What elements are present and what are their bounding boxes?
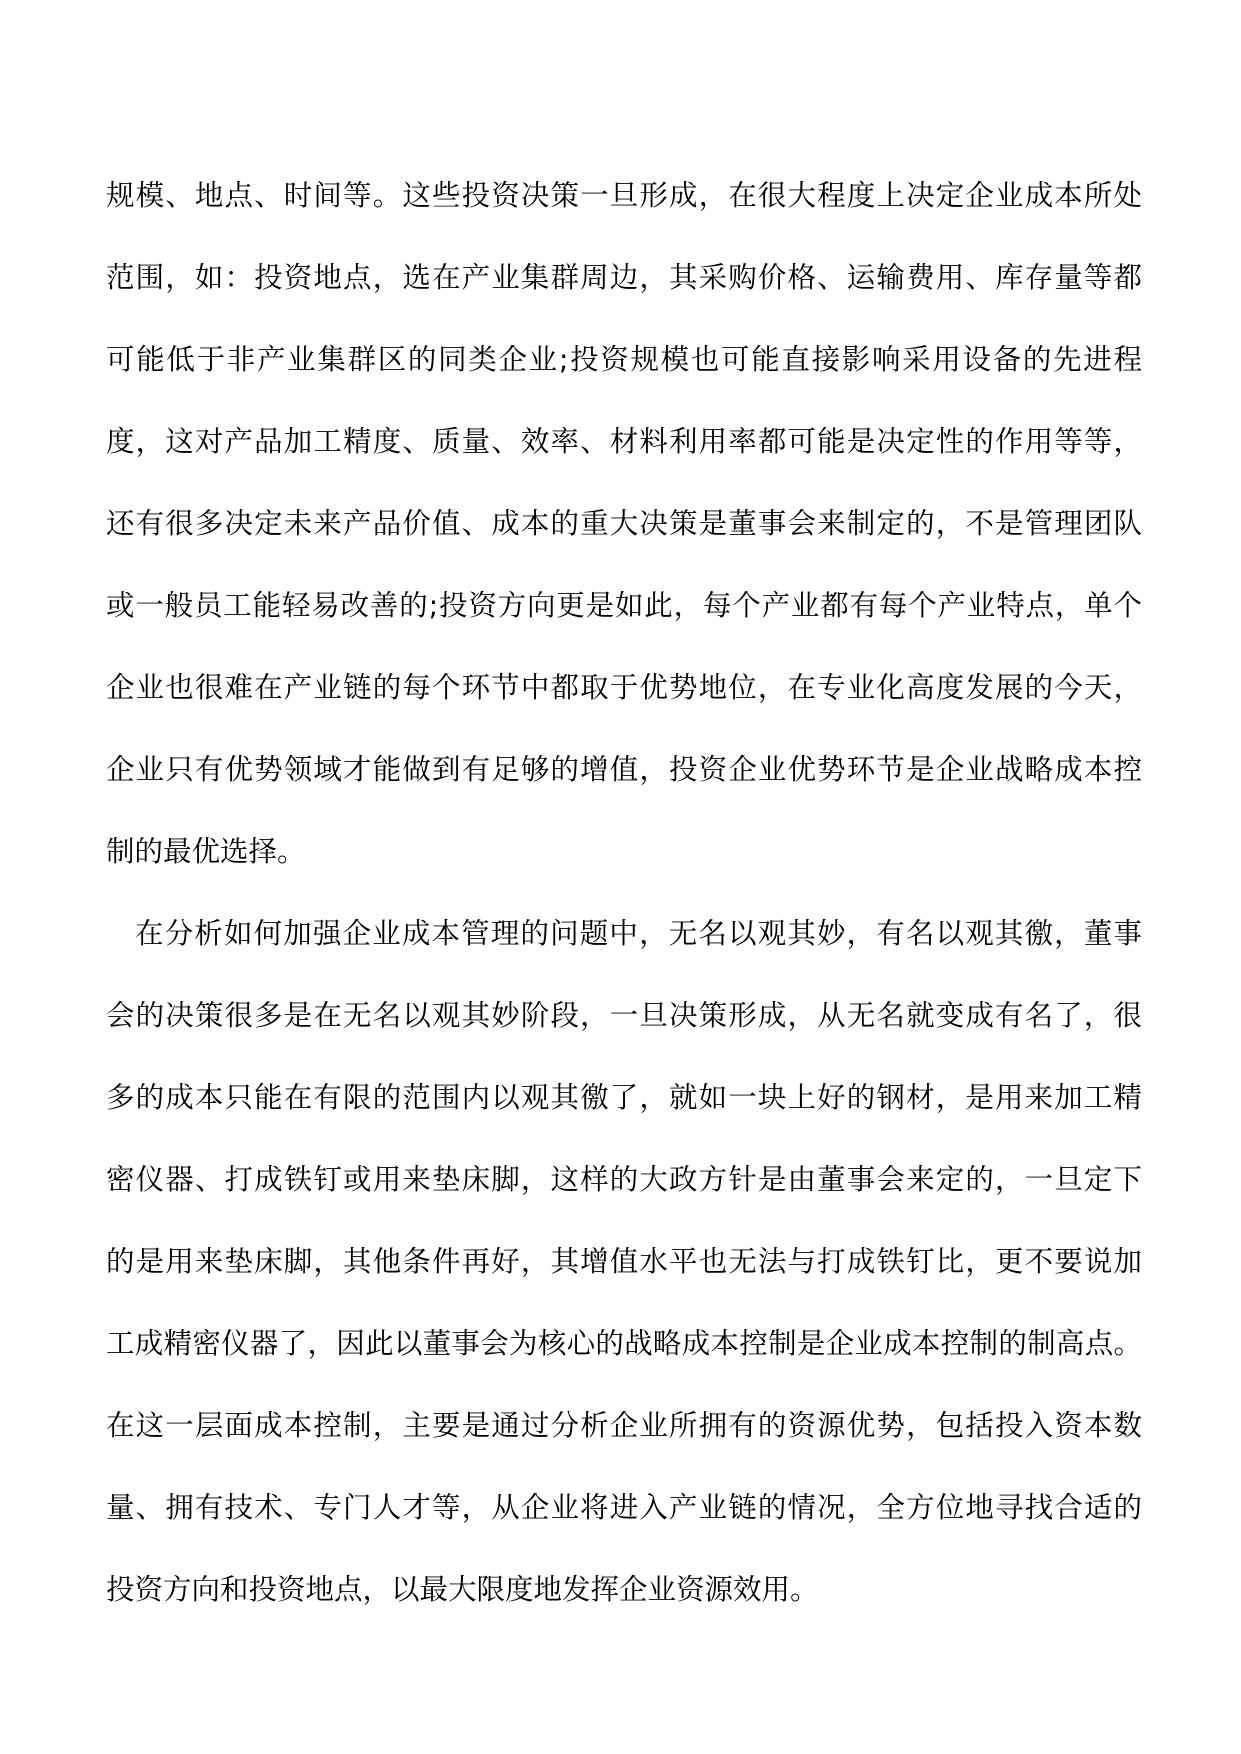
text-line: 在分析如何加强企业成本管理的问题中，无名以观其妙，有名以观其徼，董事 — [135, 917, 1142, 950]
text-line: 会的决策很多是在无名以观其妙阶段，一旦决策形成，从无名就变成有名了，很 — [106, 999, 1142, 1032]
text-line: 或一般员工能轻易改善的;投资方向更是如此，每个产业都有每个产业特点，单个 — [106, 589, 1142, 622]
text-line: 企业也很难在产业链的每个环节中都取于优势地位，在专业化高度发展的今天， — [106, 671, 1142, 704]
text-line: 工成精密仪器了，因此以董事会为核心的战略成本控制是企业成本控制的制高点。 — [106, 1327, 1142, 1360]
text-line: 规模、地点、时间等。这些投资决策一旦形成，在很大程度上决定企业成本所处 — [106, 179, 1142, 212]
text-line: 投资方向和投资地点，以最大限度地发挥企业资源效用。 — [106, 1573, 819, 1606]
body-text — [106, 155, 1142, 1631]
text-line: 在这一层面成本控制，主要是通过分析企业所拥有的资源优势，包括投入资本数 — [106, 1409, 1142, 1442]
text-line: 量、拥有技术、专门人才等，从企业将进入产业链的情况，全方位地寻找合适的 — [106, 1491, 1142, 1524]
text-line: 制的最优选择。 — [106, 835, 306, 868]
text-line: 度，这对产品加工精度、质量、效率、材料利用率都可能是决定性的作用等等， — [106, 425, 1142, 458]
text-line: 密仪器、打成铁钉或用来垫床脚，这样的大政方针是由董事会来定的，一旦定下 — [106, 1163, 1142, 1196]
text-line: 多的成本只能在有限的范围内以观其徼了，就如一块上好的钢材，是用来加工精 — [106, 1081, 1142, 1114]
text-line: 还有很多决定未来产品价值、成本的重大决策是董事会来制定的，不是管理团队 — [106, 507, 1142, 540]
text-line: 的是用来垫床脚，其他条件再好，其增值水平也无法与打成铁钉比，更不要说加 — [106, 1245, 1142, 1278]
text-line: 范围，如：投资地点，选在产业集群周边，其采购价格、运输费用、库存量等都 — [106, 261, 1142, 294]
text-line: 企业只有优势领域才能做到有足够的增值，投资企业优势环节是企业战略成本控 — [106, 753, 1142, 786]
text-line: 可能低于非产业集群区的同类企业;投资规模也可能直接影响采用设备的先进程 — [106, 343, 1142, 376]
